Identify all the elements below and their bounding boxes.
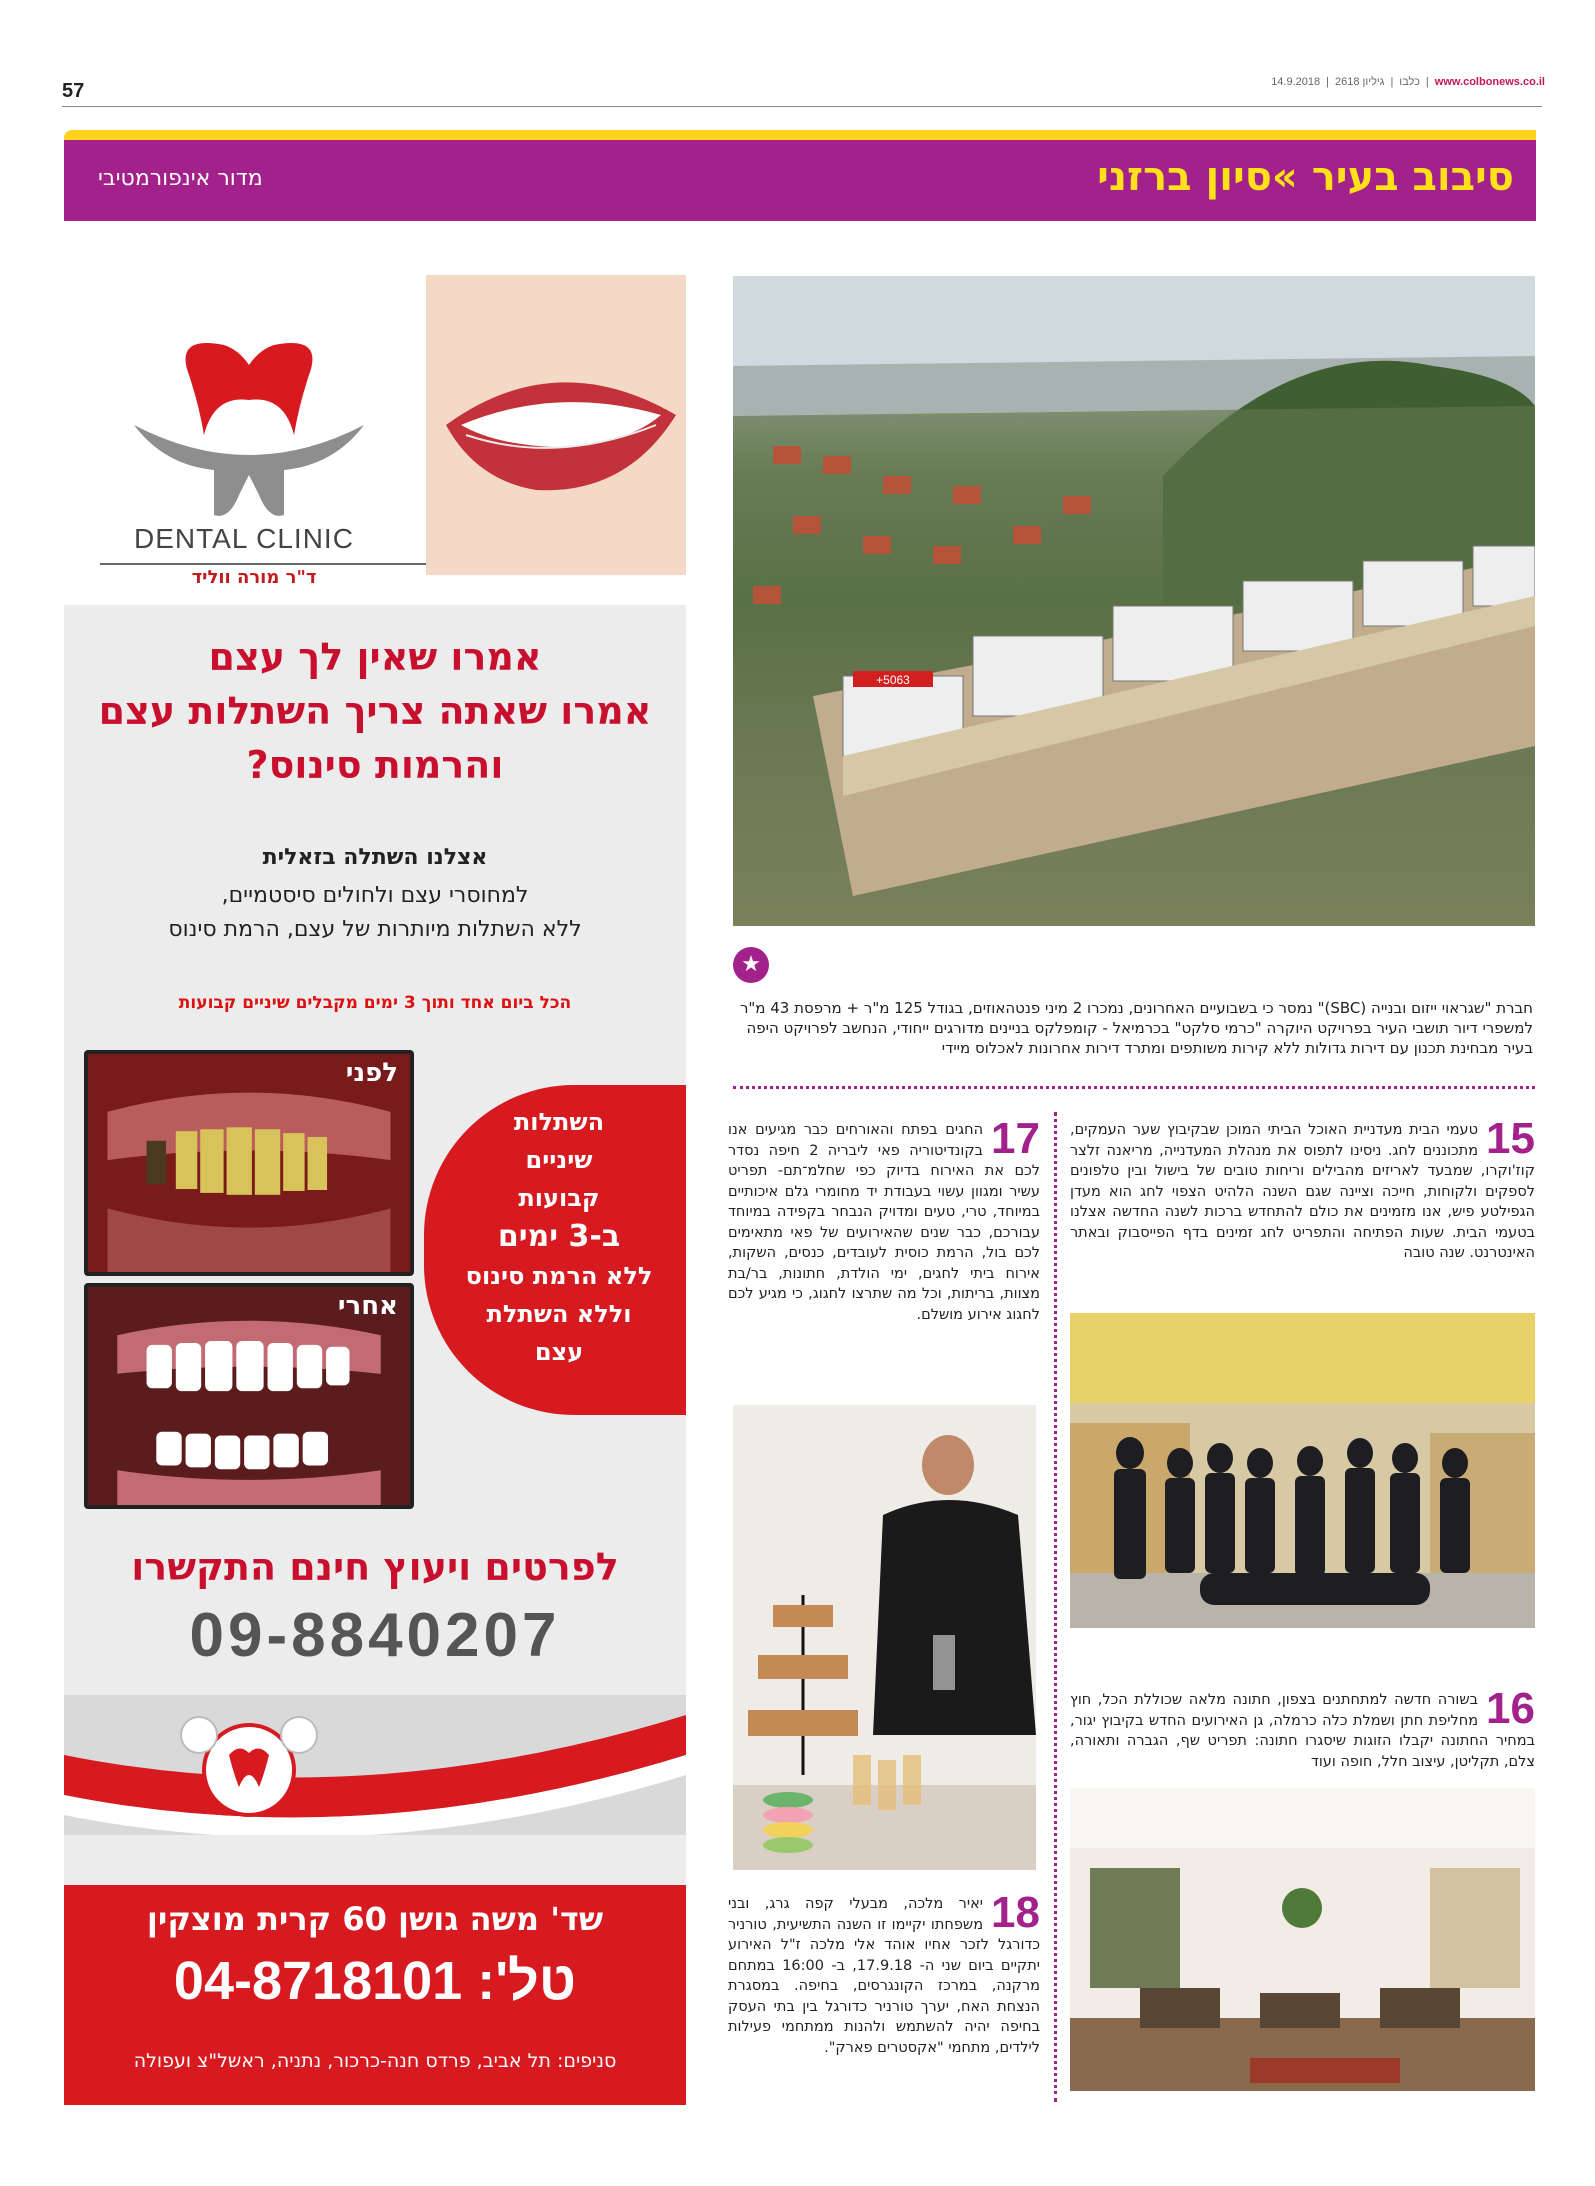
promo-badge: השתלות שיניים קבועות ב-3 ימים ללא הרמת סינוס וללא השתלת עצם <box>424 1085 686 1415</box>
article-16 <box>1070 1684 1535 1772</box>
ad-sub-bold: אצלנו השתלה בזאלית <box>262 845 488 870</box>
ad-address: שד' משה גושן 60 קרית מוצקין <box>146 1900 604 1938</box>
header-issue: גיליון 2618 <box>1334 76 1385 88</box>
ad-headline-line: אמרו שאין לך עצם <box>208 635 542 679</box>
clinic-doctor: ד"ר מורה ווליד <box>191 567 317 588</box>
ad-sub-line: ללא השתלות מיותרות של עצם, הרמת סינוס <box>168 917 582 942</box>
clinic-name: DENTAL CLINIC <box>134 523 354 554</box>
top-rule <box>62 106 1542 107</box>
clinic-divider <box>100 563 426 565</box>
article-16-number: 16 <box>1486 1684 1535 1733</box>
banner-author: סיון ברזני <box>1097 154 1272 200</box>
before-label: לפני <box>345 1058 398 1088</box>
article-17-number: 17 <box>991 1114 1040 1163</box>
header-url[interactable]: www.colbonews.co.il <box>1434 76 1545 88</box>
star-icon: ★ <box>733 947 769 983</box>
article-17-text: החגים בפתח והאורחים כבר מגיעים אנו בקונדיטוריה פאי ליבריה 2 חיפה נסדר לכם את האירוח בדיוק כפי שחלמ־תם- תפריט עשיר ומגוון עשוי בעבודת יד מחומרי גלם איכותיים במיוחד, טרי, טעים ומדויק הנבחר בקפידה במיוחד עבורכם, כבר שנים שהאירועים של פאי מתאימים לכם בול, הרמת כוסית לעובדים, כנסים, השקות, אירוח ביתי לחגים, ימי הולדת, חתונות, בר/בת מצוות, בריתות, וכל מה שתרצו לחגוג, כי מגיע לכם לחגוג אירוע מושלם. <box>728 1122 1040 1323</box>
article-18-text: יאיר מלכה, מבעלי קפה גרג, ובני משפחתו יקיימו זו השנה התשיעית, טורניר כדורגל לזכר אחיו אוהד אלי מלכה ז"ל האירוע יתקיים ביום שני ה- 17.9.18, ב- 16:00 במתחם מרקנה, במרכז הקונגרסים, בחיפה. במסגרת הנצחת האח, יערך טורניר כדורגל בין בתי העסק בחיפה יהיה להשתמש ולהנות ממתחמי פעילות לילדים, מתחמי "אקסטרים פארק". <box>728 1896 1040 2056</box>
after-label: אחרי <box>337 1291 398 1321</box>
header-date: 14.9.2018 <box>1271 76 1321 88</box>
photo-chef-desserts <box>733 1405 1036 1870</box>
caption-divider <box>733 1086 1535 1089</box>
section-banner <box>64 140 1536 221</box>
ad-branches: סניפים: תל אביב, פרדס חנה-כרכור, נתניה, ראשל"צ ועפולה <box>133 2050 617 2072</box>
ad-headline <box>84 630 666 792</box>
article-15-text: טעמי הבית מעדניית האוכל הביתי המוכן שבקיבוץ שער העמקים, מתכוננים לחג. ניסינו לתפוס את מנהלת המעדנייה, מריאנה זלצר קוז'וקרו, שמבעד לאריזים מהבילים וריחות טובים של בישול ובין טלפונים לספקים ולקוחות, חייכה וציינה שגם השנה הלהיט הצפוי לחג הוא מעדן הגפילטע פיש, אנו מזמינים את כולם להתחדש ברכות לשנה החדשה אצלנו בטעמי הבית. שעות הפתיחה והתפריט לחג זמינים בדף הפייסבוק ובאתר האינטרנט. שנה טובה <box>1070 1122 1535 1261</box>
ad-headline-line: והרמות סינוס? <box>246 743 504 787</box>
ad-phone-number[interactable]: 04-8718101 <box>173 1951 463 2011</box>
photo-deli-team <box>1070 1313 1535 1628</box>
header-publication: כלבו <box>1399 76 1420 88</box>
article-17 <box>728 1114 1040 1325</box>
hero-sign-text: +5063 <box>876 673 910 687</box>
article-16-text: בשורה חדשה למתחתנים בצפון, חתונה מלאה שכוללת הכל, חוץ מחליפת חתן ושמלת כלה כרמלה, גן האירועים החדש בקיבוץ יגור, במחיר החתונה יקבלו הזוגות שיסגרו חתונה: תפריט שף, הגברה ותאורה, צלם, תקליטן, עיצוב חלל, חופה ועוד <box>1070 1692 1535 1770</box>
ad-phone-label: טל': <box>477 1951 577 2011</box>
banner-accent <box>64 130 1536 140</box>
article-18 <box>728 1888 1040 2058</box>
banner-title <box>1097 154 1514 200</box>
ad-highlight: הכל ביום אחד ותוך 3 ימים מקבלים שיניים קבועות <box>178 993 572 1013</box>
ad-phone-primary[interactable]: 09-8840207 <box>189 1601 561 1670</box>
before-photo <box>84 1050 414 1276</box>
ad-cta: לפרטים ויעוץ חינם התקשרו <box>131 1545 619 1589</box>
hero-caption: חברת "שגראוי ייזום ובנייה (SBC)" נמסר כי בשבועיים האחרונים, נמכרו 2 מיני פנטהאוזים, בגודל 125 מ"ר + מרפסת 43 מ"ר למשפרי דיור תושבי העיר בפרויקט היוקרה "כרמי סלקט" בכרמיאל - קומפלקס בניינים מדורגים ייחודי, הנחשב לפרויקט היפה בעיר מבחינת תכנון עם דירות גדולות ללא קירות משותפים ומתרד דירות אחרונות לאכלוס מיידי <box>739 999 1533 1057</box>
ad-headline-line: אמרו שאתה צריך השתלות עצם <box>98 689 652 733</box>
ad-sub-line: למחוסרי עצם ולחולים סיסטמיים, <box>221 883 529 908</box>
ad-sub-lines <box>84 879 666 947</box>
banner-arrows: » <box>1271 154 1298 200</box>
ad-ribbon <box>64 1695 686 1835</box>
banner-subtitle: מדור אינפורמטיבי <box>98 166 263 191</box>
article-15 <box>1070 1114 1535 1264</box>
article-18-number: 18 <box>991 1888 1040 1937</box>
tooth-logo-icon <box>134 335 394 525</box>
banner-section: סיבוב בעיר <box>1311 154 1514 200</box>
article-15-number: 15 <box>1486 1114 1535 1163</box>
header-meta: 14.9.2018 | גיליון 2618 | כלבו | www.colbonews.co.il <box>1271 76 1545 88</box>
after-photo <box>84 1283 414 1509</box>
dental-clinic-ad[interactable] <box>64 275 686 2105</box>
column-divider <box>1054 1112 1057 2102</box>
hero-photo-buildings <box>733 276 1535 926</box>
photo-event-hall <box>1070 1788 1535 2091</box>
smile-image <box>426 275 686 575</box>
ad-phone-secondary[interactable] <box>74 1950 676 2012</box>
page-number: 57 <box>62 80 85 102</box>
